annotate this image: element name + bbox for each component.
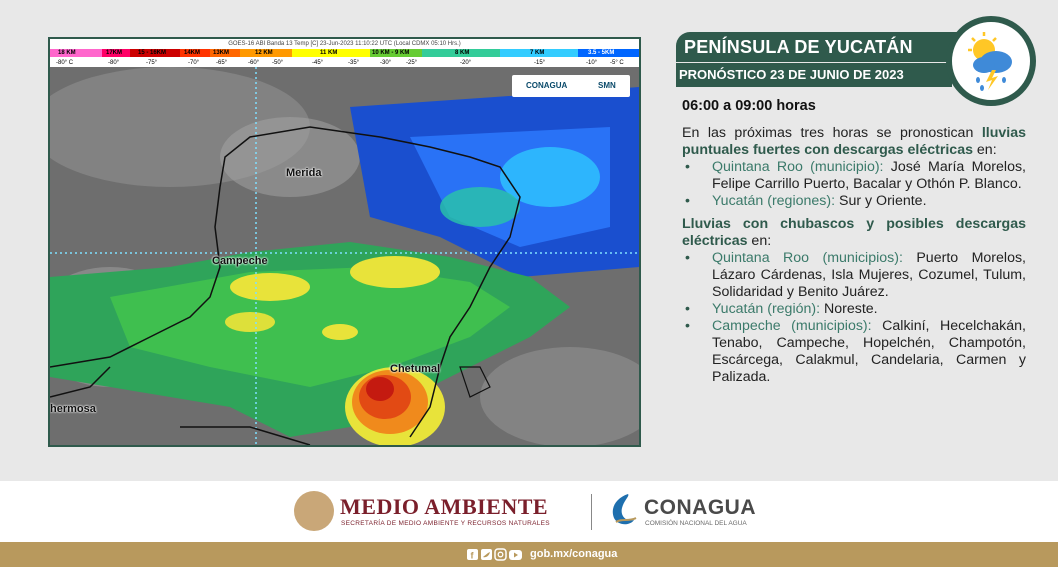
- city-label-chetumal: Chetumal: [390, 363, 441, 375]
- colorbar-temp: -45°: [312, 60, 324, 66]
- list-item: • Yucatán (regiones): Sur y Oriente.: [682, 193, 1026, 210]
- colorbar-temp: -65°: [216, 60, 228, 66]
- title-bar: [676, 32, 976, 62]
- colorbar-temp: -50°: [272, 60, 284, 66]
- facebook-icon[interactable]: [467, 549, 478, 561]
- forecast-list-1: [682, 159, 1026, 210]
- twitter-icon[interactable]: [481, 549, 492, 560]
- forecast-hours: 06:00 a 09:00 horas: [682, 98, 816, 114]
- colorbar-temp: -30°: [380, 60, 392, 66]
- colorbar-temp: -15°: [534, 60, 546, 66]
- colorbar-km-label: 13KM: [213, 50, 230, 56]
- forecast-intro: En las próximas tres horas se pronostican lluvias puntuales fuertes con descargas eléctricas en:: [682, 125, 1026, 158]
- colorbar-km-label: 17KM: [106, 50, 123, 56]
- list-item: • Quintana Roo (municipio): José María Morelos, Felipe Carrillo Puerto, Bacalar y Othón P. Blanco.: [682, 159, 1026, 193]
- list-item: • Quintana Roo (municipios): Puerto Morelos, Lázaro Cárdenas, Isla Mujeres, Cozumel, Tulum, Solidaridad y Benito Juárez.: [682, 250, 1026, 301]
- map-logos: [512, 75, 630, 97]
- colorbar-temp: -75°: [146, 60, 158, 66]
- city-label-campeche: Campeche: [212, 255, 268, 267]
- mexico-seal-icon: [294, 491, 334, 531]
- conagua-subtitle: COMISIÓN NACIONAL DEL AGUA: [645, 520, 747, 527]
- city-label-hermosa: hermosa: [50, 403, 96, 415]
- forecast-heading-2: Lluvias con chubascos y posibles descargas eléctricas: [682, 216, 1026, 249]
- satellite-map: [48, 37, 641, 447]
- page-title: PENÍNSULA DE YUCATÁN: [684, 37, 913, 57]
- page-subtitle: PRONÓSTICO 23 DE JUNIO DE 2023: [679, 67, 904, 82]
- list-item: • Campeche (municipios): Calkiní, Hecelchakán, Tenabo, Campeche, Hopelchén, Champotón, Escárcega, Calakmul, Candelaria, Carmen y Palizada.: [682, 318, 1026, 386]
- colorbar-temp: -80° C: [56, 60, 74, 66]
- forecast-body: [682, 125, 1026, 386]
- colorbar-temp: -70°: [188, 60, 200, 66]
- colorbar-temp: -60°: [248, 60, 260, 66]
- colorbar-legend: [50, 39, 639, 67]
- colorbar-km-label: 12 KM: [255, 50, 273, 56]
- map-logo-smn: SMN: [598, 81, 616, 90]
- colorbar-km-label: 7 KM: [530, 50, 545, 56]
- conagua-logo-icon: [608, 492, 638, 528]
- forecast-heading-2-line: Lluvias con chubascos y posibles descargas eléctricas en:: [682, 216, 1026, 249]
- colorbar-km-label: 14KM: [184, 50, 201, 56]
- satellite-header: GOES-16 ABI Banda 13 Temp [C] 23-Jun-2023 11:10:22 UTC (Local CDMX 05:10 Hrs.): [50, 39, 639, 49]
- colorbar-temp: -5° C: [610, 60, 624, 66]
- logo-divider: [591, 494, 592, 530]
- city-label-merida: Merida: [286, 167, 322, 179]
- youtube-icon[interactable]: [509, 550, 522, 560]
- forecast-list-2: [682, 250, 1026, 386]
- list-item: • Yucatán (región): Noreste.: [682, 301, 1026, 318]
- instagram-icon[interactable]: [495, 549, 506, 560]
- sun-cloud-rain-lightning-icon: [956, 26, 1026, 96]
- colorbar-km-label: 15 - 16KM: [138, 50, 167, 56]
- colorbar-km-label: 11 KM: [320, 50, 338, 56]
- colorbar-temp: -80°: [108, 60, 120, 66]
- conagua-title: CONAGUA: [644, 496, 756, 519]
- colorbar-km-label: 10 KM - 9 KM: [372, 50, 410, 56]
- weather-badge: [946, 16, 1036, 106]
- subtitle-bar: [676, 63, 952, 87]
- svg-text:f: f: [470, 550, 474, 561]
- medio-ambiente-title: MEDIO AMBIENTE: [340, 494, 549, 519]
- footer-url[interactable]: gob.mx/conagua: [530, 548, 618, 560]
- footer-bar: [0, 542, 1058, 567]
- colorbar-temp: -20°: [460, 60, 472, 66]
- colorbar-temp: -10°: [586, 60, 598, 66]
- satellite-imagery: [50, 67, 639, 445]
- colorbar-temp: -35°: [348, 60, 360, 66]
- medio-ambiente-subtitle: SECRETARÍA DE MEDIO AMBIENTE Y RECURSOS NATURALES: [341, 520, 550, 527]
- colorbar-km-label: 18 KM: [58, 50, 76, 56]
- colorbar-temp: -25°: [406, 60, 418, 66]
- forecast-heading-1: lluvias puntuales fuertes con descargas eléctricas: [682, 125, 1026, 158]
- map-logo-conagua: CONAGUA: [526, 81, 568, 90]
- colorbar-km-label: 8 KM: [455, 50, 470, 56]
- social-icons: [467, 548, 525, 562]
- colorbar-km-label: 3.5 - 5KM: [588, 50, 615, 56]
